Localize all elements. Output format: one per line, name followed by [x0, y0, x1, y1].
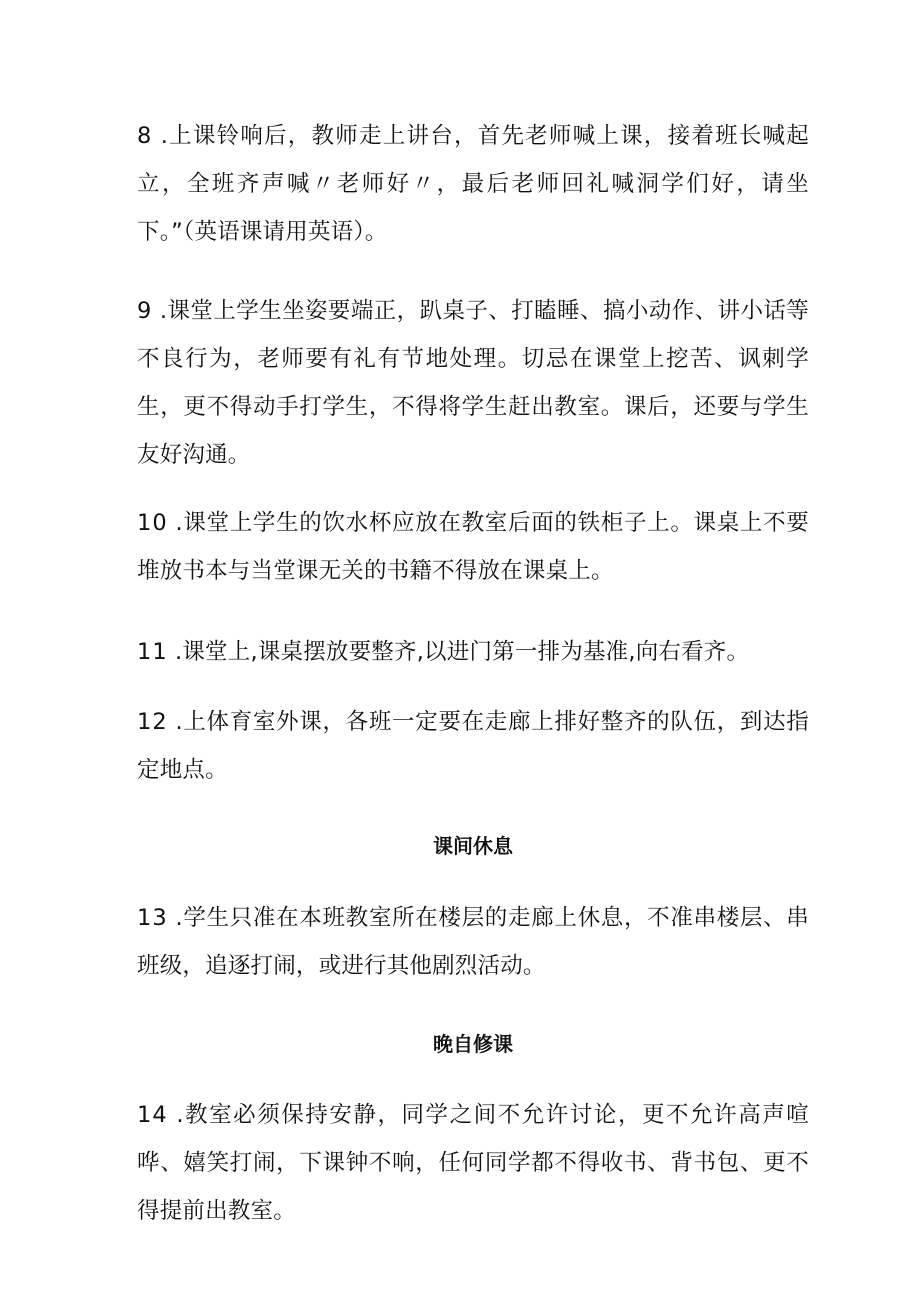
rule-item-9 — [137, 287, 809, 479]
rule-text: .上课铃响后，教师走上讲台，首先老师喊上课，接着班长喊起立，全班齐声喊〃老师好〃，最后老师回礼喊洞学们好，请坐下。”（英语课请用英语）。 — [137, 123, 809, 245]
rule-item-8 — [137, 112, 809, 256]
rule-text: .课堂上,课桌摆放要整齐,以进门第一排为基准,向右看齐。 — [167, 639, 750, 665]
rule-number: 9 — [137, 298, 153, 324]
rule-number: 8 — [137, 123, 153, 149]
rule-item-13 — [137, 894, 809, 990]
rule-item-11 — [137, 628, 809, 676]
rule-number: 11 — [137, 639, 168, 665]
rule-text: .课堂上学生坐姿要端正，趴桌子、打瞌睡、搞小动作、讲小话等不良行为，老师要有礼有节地处理。切忌在课堂上挖苦、讽刺学生，更不得动手打学生，不得将学生赶出教室。课后，还要与学生友好沟通。 — [137, 298, 809, 468]
rule-text: .教室必须保持安静，同学之间不允许讨论，更不允许高声喧哗、嬉笑打闹，下课钟不响，任何同学都不得收书、背书包、更不得提前出教室。 — [137, 1102, 809, 1224]
rule-text: .上体育室外课，各班一定要在走廊上排好整齐的队伍，到达指定地点。 — [137, 709, 809, 783]
section-heading-break: 课间休息 — [433, 834, 513, 858]
rule-number: 10 — [137, 510, 168, 536]
rule-number: 13 — [137, 905, 168, 931]
section-heading-evening: 晚自修课 — [433, 1032, 513, 1056]
rule-item-14 — [137, 1091, 809, 1235]
document-page — [137, 112, 809, 1235]
rule-number: 12 — [137, 709, 168, 735]
rule-number: 14 — [137, 1102, 168, 1128]
rule-text: .学生只准在本班教室所在楼层的走廊上休息，不准串楼层、串班级，追逐打闹，或进行其他剧烈活动。 — [137, 905, 809, 979]
rule-item-10 — [137, 499, 809, 595]
rule-text: .课堂上学生的饮水杯应放在教室后面的铁柜子上。课桌上不要堆放书本与当堂课无关的书籍不得放在课桌上。 — [137, 510, 809, 584]
rule-item-12 — [137, 698, 809, 794]
